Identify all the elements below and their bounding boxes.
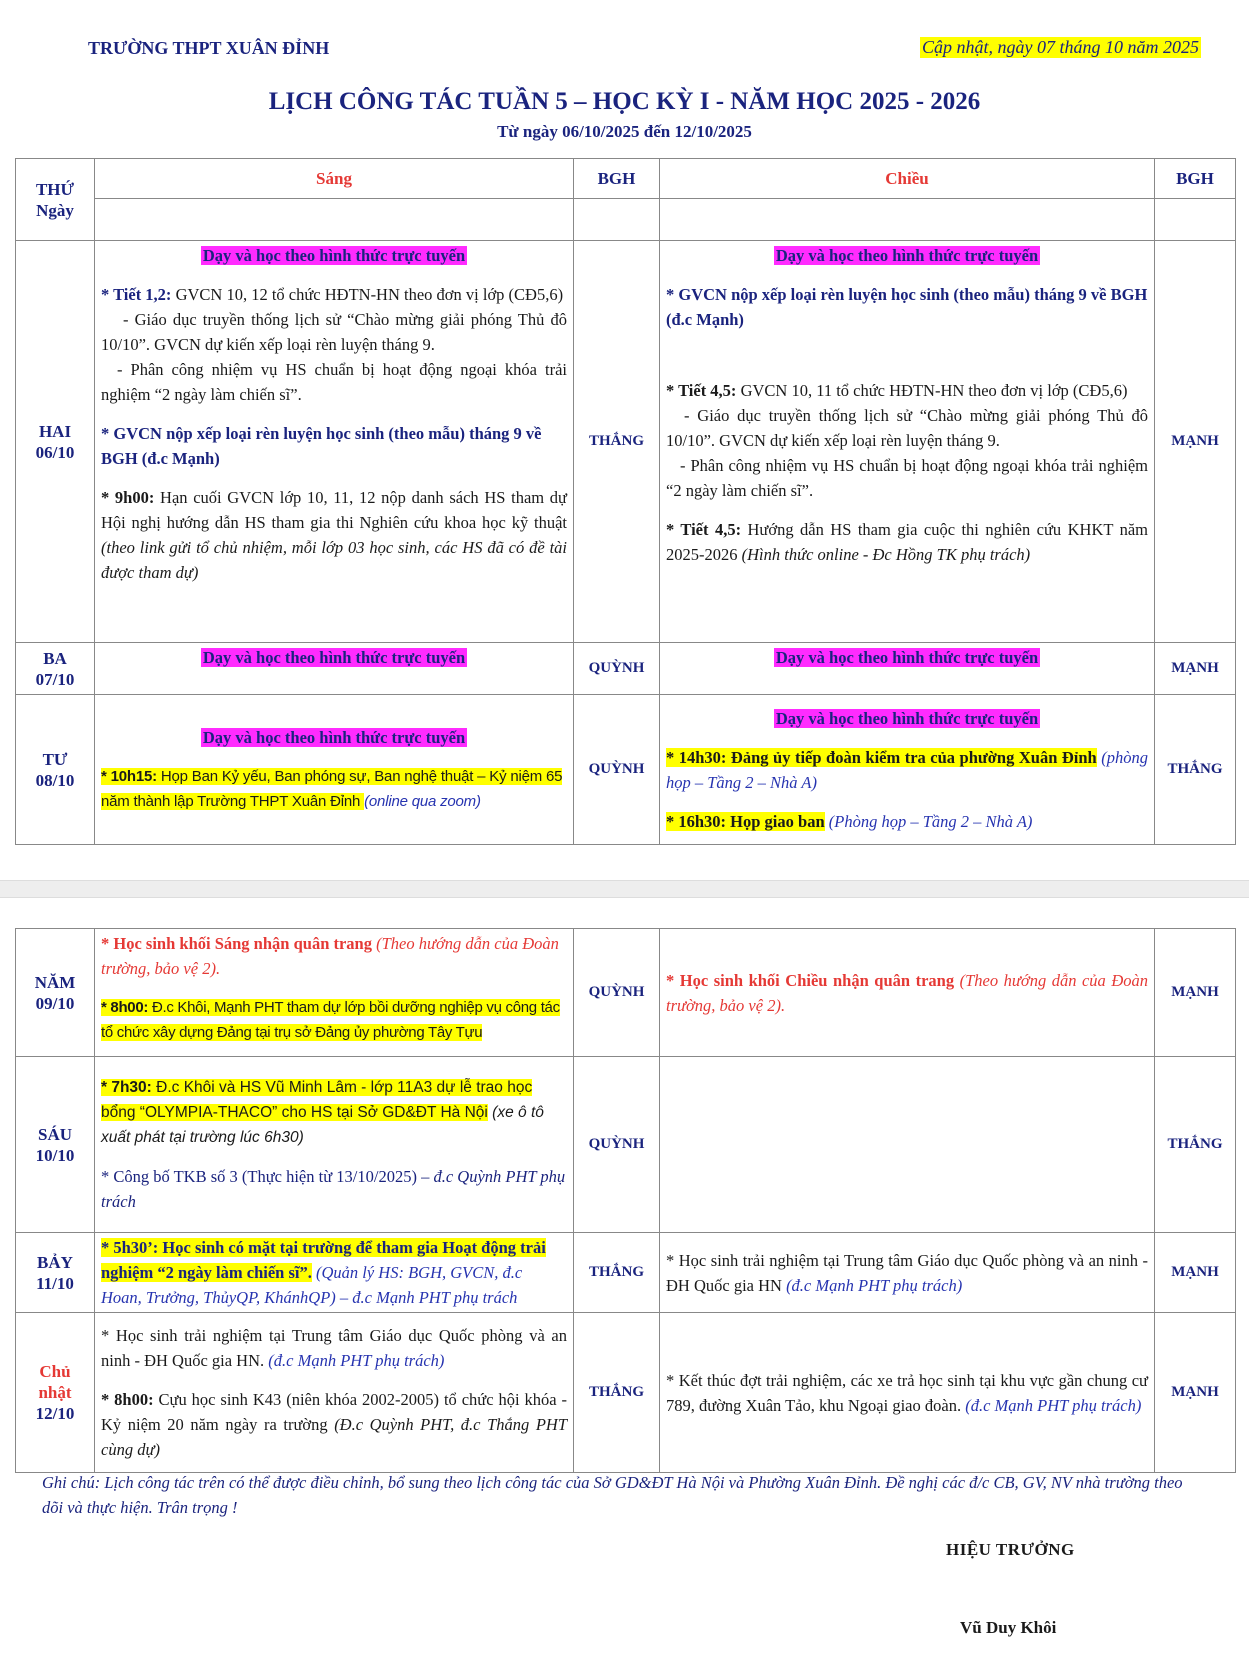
footnote: Ghi chú: Lịch công tác trên có thể được điều chỉnh, bổ sung theo lịch công tác của Sở GD&ĐT Hà Nội và Phường Xuân Đỉnh. Đề nghị các đ/c CB, GV, NV nhà trường theo dõi và thực hiện. Trân trọng ! [42,1473,1183,1517]
page-title: LỊCH CÔNG TÁC TUẦN 5 – HỌC KỲ I - NĂM HỌC 2025 - 2026 [268,88,981,115]
table-header-row [16,159,1236,199]
bgh-pm-wednesday: THẮNG [1155,695,1236,845]
table-row-sunday [16,1313,1236,1473]
afternoon-cell-friday [660,1057,1155,1233]
morning-cell-tuesday [95,643,574,695]
header-day-line1: THỨ [35,179,75,199]
afternoon-cell-monday: Dạy và học theo hình thức trực tuyến * GVCN nộp xếp loại rèn luyện học sinh (theo mẫu) tháng 9 về BGH (đ.c Mạnh) * Tiết 4,5: GVCN 10, 11 tổ chức HĐTN-HN theo đơn vị lớp (CĐ5,6) - Giáo dục truyền thống lịch sử “Chào mừng giải phóng Thủ đô 10/10”. GVCN dự kiến xếp loại rèn luyện tháng 9. - Phân công nhiệm vụ HS chuẩn bị hoạt động ngoại khóa trải nghiệm “2 ngày làm chiến sĩ”. * Tiết 4,5: Hướng dẫn HS tham gia cuộc thi nghiên cứu KHKT năm 2025-2026 (Hình thức online - Đc Hồng TK phụ trách) [660,241,1155,643]
day-cell-wednesday: TƯ 08/10 [16,695,95,845]
afternoon-cell-saturday: * Học sinh trải nghiệm tại Trung tâm Giáo dục Quốc phòng và an ninh - ĐH Quốc gia HN (đ.c Mạnh PHT phụ trách) [660,1233,1155,1313]
bgh-pm-saturday: MẠNH [1155,1233,1236,1313]
day-name: HAI [38,421,72,441]
online-label: Dạy và học theo hình thức trực tuyến [202,648,466,667]
header-day-line2: Ngày [36,200,74,220]
online-label: Dạy và học theo hình thức trực tuyến [775,648,1039,667]
bgh-pm-sunday: MẠNH [1155,1313,1236,1473]
afternoon-cell-thursday: * Học sinh khối Chiều nhận quân trang (Theo hướng dẫn của Đoàn trường, bảo vệ 2). [660,929,1155,1057]
online-label: Dạy và học theo hình thức trực tuyến [202,246,466,265]
morning-cell-wednesday: Dạy và học theo hình thức trực tuyến * 10h15: Họp Ban Kỷ yếu, Ban phóng sự, Ban nghệ thuật – Kỷ niệm 65 năm thành lập Trường THPT Xuân Đỉnh (online qua zoom) [95,695,574,845]
schedule-table-part1 [15,158,1236,845]
bgh-am-sunday: THẮNG [574,1313,660,1473]
bgh-pm-tuesday: MẠNH [1155,643,1236,695]
day-cell-tuesday: BA 07/10 [16,643,95,695]
header-spacer-row [16,199,1236,241]
bgh-am-monday: THẮNG [574,241,660,643]
day-cell-friday: SÁU 10/10 [16,1057,95,1233]
school-name: TRƯỜNG THPT XUÂN ĐỈNH [88,38,330,58]
online-label: Dạy và học theo hình thức trực tuyến [202,728,466,747]
page-break [0,880,1249,898]
date-range: Từ ngày 06/10/2025 đến 12/10/2025 [497,122,752,141]
bgh-am-thursday: QUỲNH [574,929,660,1057]
signer-name: Vũ Duy Khôi [960,1618,1057,1637]
bgh-am-friday: QUỲNH [574,1057,660,1233]
table-row-thursday [16,929,1236,1057]
afternoon-cell-sunday: * Kết thúc đợt trải nghiệm, các xe trả học sinh tại khu vực gần chung cư 789, đường Xuân Tảo, khu Ngoại giao đoàn. (đ.c Mạnh PHT phụ trách) [660,1313,1155,1473]
bgh-am-wednesday: QUỲNH [574,695,660,845]
header-morning: Sáng [95,159,574,199]
day-cell-saturday: BẢY 11/10 [16,1233,95,1313]
bgh-pm-friday: THẮNG [1155,1057,1236,1233]
afternoon-cell-wednesday: Dạy và học theo hình thức trực tuyến * 14h30: Đảng ủy tiếp đoàn kiểm tra của phường Xuân Đỉnh (phòng họp – Tầng 2 – Nhà A) * 16h30: Họp giao ban (Phòng họp – Tầng 2 – Nhà A) [660,695,1155,845]
table-row-wednesday [16,695,1236,845]
schedule-table-part2 [15,928,1236,1473]
table-row-tuesday [16,643,1236,695]
header-bgh-1: BGH [574,159,660,199]
bgh-am-saturday: THẮNG [574,1233,660,1313]
bgh-pm-thursday: MẠNH [1155,929,1236,1057]
online-label: Dạy và học theo hình thức trực tuyến [775,708,1039,728]
morning-cell-thursday: * Học sinh khối Sáng nhận quân trang (Theo hướng dẫn của Đoàn trường, bảo vệ 2). * 8h00: Đ.c Khôi, Mạnh PHT tham dự lớp bồi dưỡng nghiệp vụ công tác tổ chức xây dựng Đảng tại trụ sở Đảng ủy phường Tây Tựu [95,929,574,1057]
table-row-friday [16,1057,1236,1233]
morning-cell-friday: * 7h30: Đ.c Khôi và HS Vũ Minh Lâm - lớp 11A3 dự lễ trao học bổng “OLYMPIA-THACO” cho HS tại Sở GD&ĐT Hà Nội (xe ô tô xuất phát tại trường lúc 6h30) * Công bố TKB số 3 (Thực hiện từ 13/10/2025) – đ.c Quỳnh PHT phụ trách [95,1057,574,1233]
morning-cell-monday: Dạy và học theo hình thức trực tuyến * Tiết 1,2: GVCN 10, 12 tổ chức HĐTN-HN theo đơn vị lớp (CĐ5,6) - Giáo dục truyền thống lịch sử “Chào mừng giải phóng Thủ đô 10/10”. GVCN dự kiến xếp loại rèn luyện tháng 9. - Phân công nhiệm vụ HS chuẩn bị hoạt động ngoại khóa trải nghiệm “2 ngày làm chiến sĩ”. * GVCN nộp xếp loại rèn luyện học sinh (theo mẫu) tháng 9 về BGH (đ.c Mạnh) * 9h00: Hạn cuối GVCN lớp 10, 11, 12 nộp danh sách HS tham dự Hội nghị hướng dẫn HS tham gia thi Nghiên cứu khoa học kỹ thuật (theo link gửi tổ chủ nhiệm, mỗi lớp 03 học sinh, các HS đã có đề tài được tham dự) [95,241,574,643]
afternoon-cell-tuesday [660,643,1155,695]
header-day [16,159,95,241]
morning-cell-saturday: * 5h30’: Học sinh có mặt tại trường để tham gia Hoạt động trải nghiệm “2 ngày làm chiến sĩ”. (Quản lý HS: BGH, GVCN, đ.c Hoan, Trưởng, ThủyQP, KhánhQP) – đ.c Mạnh PHT phụ trách [95,1233,574,1313]
principal-title: HIỆU TRƯỞNG [946,1540,1075,1559]
table-row-saturday [16,1233,1236,1313]
header-afternoon: Chiều [660,159,1155,199]
day-cell-thursday: NĂM 09/10 [16,929,95,1057]
bgh-am-tuesday: QUỲNH [574,643,660,695]
table-row-monday [16,241,1236,643]
day-cell-monday [16,241,95,643]
bgh-pm-monday: MẠNH [1155,241,1236,643]
day-date: 06/10 [35,442,75,462]
online-label: Dạy và học theo hình thức trực tuyến [775,246,1039,265]
updated-date: Cập nhật, ngày 07 tháng 10 năm 2025 [922,37,1199,57]
day-cell-sunday: Chủ nhật 12/10 [16,1313,95,1473]
morning-cell-sunday: * Học sinh trải nghiệm tại Trung tâm Giáo dục Quốc phòng và an ninh - ĐH Quốc gia HN. (đ.c Mạnh PHT phụ trách) * 8h00: Cựu học sinh K43 (niên khóa 2002-2005) tổ chức hội khóa - Kỷ niệm 20 năm ngày ra trường (Đ.c Quỳnh PHT, đ.c Thắng PHT cùng dự) [95,1313,574,1473]
header-bgh-2: BGH [1155,159,1236,199]
